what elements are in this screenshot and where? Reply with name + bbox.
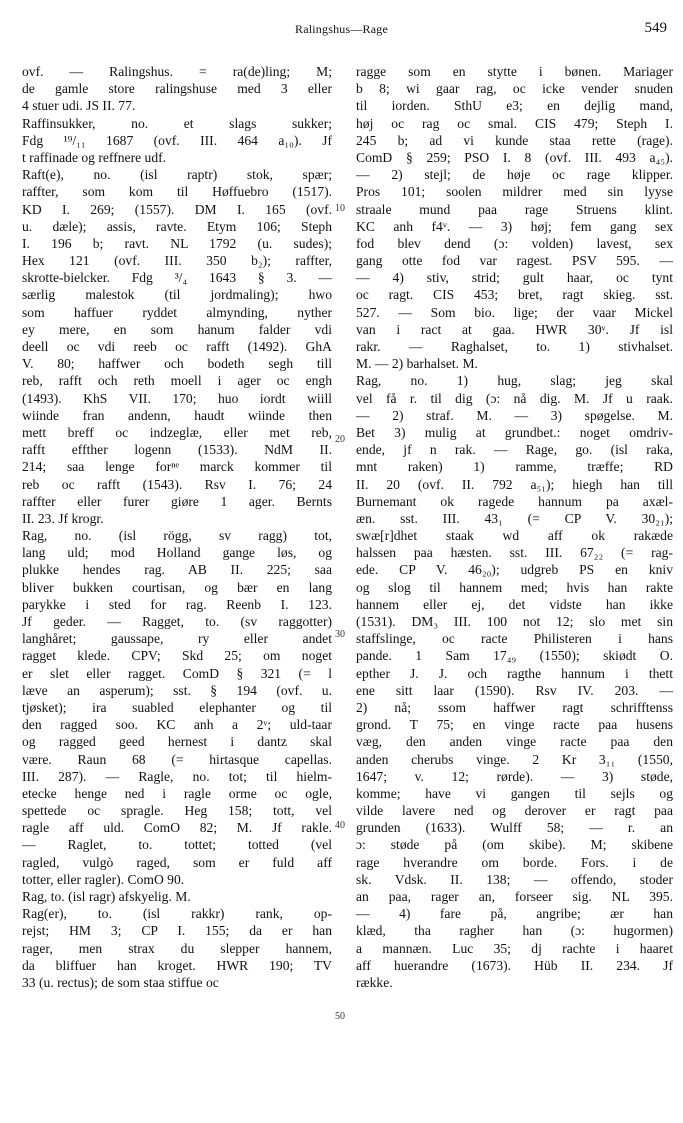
text-line: Rag, to. (isl ragr) afskyelig. M. <box>22 889 191 904</box>
text-line: spettede oc spragle. Heg 158; tott, vel <box>22 803 332 819</box>
text-line: ComD § 259; PSO I. 8 (ovf. III. 493 a₄₅). <box>356 149 673 165</box>
text-line: II. 20 (ovf. II. 792 a₅₁); hiegh han till <box>356 476 673 492</box>
text-line: 245 b; ad vi kunde staa rette (rage). <box>356 132 673 148</box>
text-line: ey mere, en som hanum falder vdi <box>22 321 332 337</box>
text-line: KC anh f4ᵛ. — 3) høj; fem gang sex <box>356 218 673 234</box>
text-line: rafft effther logenn (1533). NdM II. <box>22 442 332 458</box>
text-line: Raffinsukker, no. et slags sukker; <box>22 115 332 131</box>
text-line: ene sitt laar (1590). Rsv IV. 203. — <box>356 682 673 698</box>
text-line: og ragged geed hernest i dantz skal <box>22 734 332 750</box>
text-line: a mannæn. Luc 35; dj rachte i haaret <box>356 940 673 956</box>
text-line: swæ[r]dhet staak wd aff ok rakæde <box>356 528 673 544</box>
text-line: deell oc vdi reeb oc rafft (1492). GhA <box>22 339 332 354</box>
line-number-gutter <box>335 63 355 1123</box>
text-line: (1531). DM₃ III. 100 not 12; slo met sin <box>356 614 673 629</box>
text-line: parykke i sted for rag. Reenb I. 123. <box>22 596 332 612</box>
text-line: staffslinge, oc racte Philisteren i hans <box>356 631 673 647</box>
text-line: 527. — Som bio. lige; der vaar Mickel <box>356 304 673 320</box>
text-line: ovf. — Ralingshus. = ra(de)ling; M; <box>22 64 332 79</box>
text-line: ragget klede. CPV; Skd 25; om noget <box>22 648 332 664</box>
text-line: være. Raun 68 (= hirtasque capellas. <box>22 751 332 767</box>
text-line: vel få r. til dig (ɔ: nå dig. M. Jf u raak. <box>356 390 673 406</box>
text-line: plukke hendes rag. AB II. 225; saa <box>22 562 332 578</box>
text-line: van i ract at gaa. HWR 30ᵛ. Jf isl <box>356 321 673 337</box>
text-line: bliver bukken courtisan, og bær en lang <box>22 579 332 595</box>
text-line: lang uld; mod Holland gange løs, og <box>22 545 332 561</box>
text-line: mnt raken) 1) ramme, træffe; RD <box>356 459 673 475</box>
text-line: 33 (u. rectus); de som staa stiffue oc <box>22 974 219 990</box>
text-line: anden cherubs vinge. 2 Kr 3₁₁ (1550, <box>356 751 673 767</box>
text-line: Bet 3) mulig at grundbet.: noget omdriv- <box>356 424 673 440</box>
text-line: raffter eller furer giøre 1 ager. Bernts <box>22 493 332 509</box>
text-line: wiinde fran andenn, haudt wiinde then <box>22 407 332 423</box>
text-line: III. 287). — Ragle, no. tot; til hielm- <box>22 768 332 784</box>
text-line: er slet eller ragget. ComD § 321 (= l <box>22 665 332 681</box>
text-line: ragle aff uld. ComO 82; M. Jf rakle. <box>22 820 332 836</box>
text-line: Hex 121 (ovf. III. 350 b₂); raffter, <box>22 253 332 269</box>
text-line: Fdg ¹⁹/₁₁ 1687 (ovf. III. 464 a₁₀). Jf <box>22 132 332 148</box>
text-line: b 8; wi gaar rag, oc icke vender snuden <box>356 81 673 97</box>
text-line: rage hverandre om borde. Fors. i de <box>356 854 673 870</box>
text-line: de gamle store ralingshuse med 3 eller <box>22 81 332 97</box>
text-line: 4 stuer udi. JS II. 77. <box>22 98 136 114</box>
text-line: — Raglet, to. tottet; totted (vel <box>22 837 332 853</box>
text-line: epther J. J. och ragthe hannum i thett <box>356 665 673 681</box>
page-number: 549 <box>644 20 667 36</box>
text-line: Burnemant ok ragede hannum pa axæl- <box>356 493 673 509</box>
text-line: an paa, rager an, forseer sig. NL 395. <box>356 889 673 904</box>
text-line: 2) nå; ssom haffwer ragt schrifftenss <box>356 699 673 715</box>
text-line: totter, eller ragler). ComO 90. <box>22 871 185 887</box>
text-line: skrotte-bielcker. Fdg ³/₄ 1643 § 3. — <box>22 270 332 286</box>
text-line: — 2) straf. M. — 3) spøgelse. M. <box>356 407 673 423</box>
text-line: II. 23. Jf krogr. <box>22 510 104 526</box>
page-header <box>0 22 683 44</box>
text-line: straale mund paa rage Struens klint. <box>356 201 673 217</box>
text-line: klæd, tha ragher han (ɔ: hugormen) <box>356 923 673 939</box>
text-line: række. <box>356 974 393 990</box>
text-line: raffter, som kom til Høffuebro (1517). <box>22 184 332 200</box>
text-line: vilde lavere ned og derover er ragt paa <box>356 803 673 819</box>
text-line: væg, den anden vinge racte paa den <box>356 734 673 750</box>
text-line: Pros 101; soolen mildrer med sin lyyse <box>356 184 673 200</box>
text-line: ragled, vulgò raged, som er fuld aff <box>22 854 332 870</box>
text-line: tjøsket); ira suabled elephanter og til <box>22 699 332 715</box>
text-line: oc ragt. CIS 453; bret, ragt skieg. sst. <box>356 287 673 303</box>
text-line: til iorden. SthU e3; en dejlig mand, <box>356 98 673 114</box>
text-line: reb oc rafft (1543). Rsv I. 76; 24 <box>22 476 332 492</box>
text-line: komme; have vi gangen til sejls og <box>356 785 673 801</box>
text-line: ragge som en stytte i bønen. Mariager <box>356 64 673 79</box>
text-line: den ragged soo. KC anh a 2ᵛ; uld-taar <box>22 717 332 733</box>
text-line: etecke henge ned i ragle orme oc ogle, <box>22 785 332 801</box>
text-line: M. — 2) barhalset. M. <box>356 356 478 372</box>
text-line: halssen paa hæsten. sst. III. 67₂₂ (= rag- <box>356 545 673 561</box>
running-head: Ralingshus—Rage <box>295 22 388 36</box>
text-line: t raffinade og reffnere udf. <box>22 149 167 165</box>
text-line: gang otte fod var ragest. PSV 595. — <box>356 253 673 269</box>
text-line: og slog til hannem med; hvis han rakte <box>356 579 673 595</box>
text-line: reb, rafft och reth moell i ager oc engh <box>22 373 332 389</box>
text-line: langhåret; gaussape, ry eller andet <box>22 631 332 647</box>
text-line: særlig malestok (til jordmaling); hwo <box>22 287 332 303</box>
text-line: 1647; v. 12; rørde). — 3) støde, <box>356 768 673 784</box>
line-marker: 30 <box>335 629 345 640</box>
text-line: Rag, no. (isl rögg, sv ragg) tot, <box>22 528 332 544</box>
left-column <box>22 63 332 991</box>
line-marker: 10 <box>335 203 345 214</box>
text-line: — 2) stejl; de høje oc rage klipper. <box>356 167 673 183</box>
text-line: u. dæle); assis, ravte. Etym 106; Steph <box>22 218 332 234</box>
line-marker: 20 <box>335 434 345 445</box>
text-line: ede. CP V. 46₂₀); udgreb PS en kniv <box>356 562 673 578</box>
text-line: sk. Vdsk. II. 138; — offendo, stoder <box>356 871 673 887</box>
text-line: fod blev dend (ɔ: volden) lavest, sex <box>356 235 673 251</box>
text-line: ɔ: støde på (om skibe). M; skibene <box>356 837 673 853</box>
text-line: (1493). KhS VII. 170; huo iordt wiill <box>22 390 332 406</box>
text-line: da bliffuer han kroget. HWR 190; TV <box>22 957 332 973</box>
text-line: — 4) stiv, strid; gult haar, oc tynt <box>356 270 673 286</box>
text-line: Jf geder. — Ragget, to. (sv raggotter) <box>22 614 332 629</box>
text-line: 214; saa lenge forⁿᵉ marck kommer til <box>22 459 332 475</box>
text-line: rager, men strax du slepper hannem, <box>22 940 332 956</box>
text-line: hannem eller ej, det vidste han ikke <box>356 596 673 612</box>
text-line: ende, jf n rak. — Rage, go. (isl raka, <box>356 442 673 458</box>
text-line: grunden (1633). Wulff 58; — r. an <box>356 820 673 836</box>
text-line: rejst; HM 3; CP I. 155; da er han <box>22 923 332 939</box>
text-line: — 4) fare på, angribe; ær han <box>356 906 673 922</box>
text-line: KD I. 269; (1557). DM I. 165 (ovf. <box>22 201 332 217</box>
text-line: Rag, no. 1) hug, slag; jeg skal <box>356 373 673 389</box>
text-line: aff huerandre (1673). Hüb II. 234. Jf <box>356 957 673 973</box>
text-line: som haffuer ryddet almynding, nyther <box>22 304 332 320</box>
text-line: høj oc rag oc smal. CIS 479; Steph I. <box>356 115 673 131</box>
line-marker: 50 <box>335 1011 345 1022</box>
text-line: Raft(e), no. (isl raptr) stok, spær; <box>22 167 332 183</box>
text-line: mett breff oc indzeglæ, eller met reb, <box>22 424 332 440</box>
text-line: æn. sst. III. 43₁ (= CP V. 30₂₁); <box>356 510 673 526</box>
text-line: grond. T 75; en vinge racte paa husens <box>356 717 673 733</box>
line-marker: 40 <box>335 820 345 831</box>
text-line: læve an asperum); sst. § 194 (ovf. u. <box>22 682 332 698</box>
text-line: pande. 1 Sam 17₄₉ (1550); skiødt O. <box>356 648 673 664</box>
text-line: rakr. — Raghalset, to. 1) stivhalset. <box>356 339 673 354</box>
text-line: I. 196 b; ravt. NL 1792 (u. sudes); <box>22 235 332 251</box>
right-column <box>356 63 673 991</box>
text-line: V. 80; haffwer och bodeth segh till <box>22 356 332 372</box>
text-line: Rag(er), to. (isl rakkr) rank, op- <box>22 906 332 922</box>
